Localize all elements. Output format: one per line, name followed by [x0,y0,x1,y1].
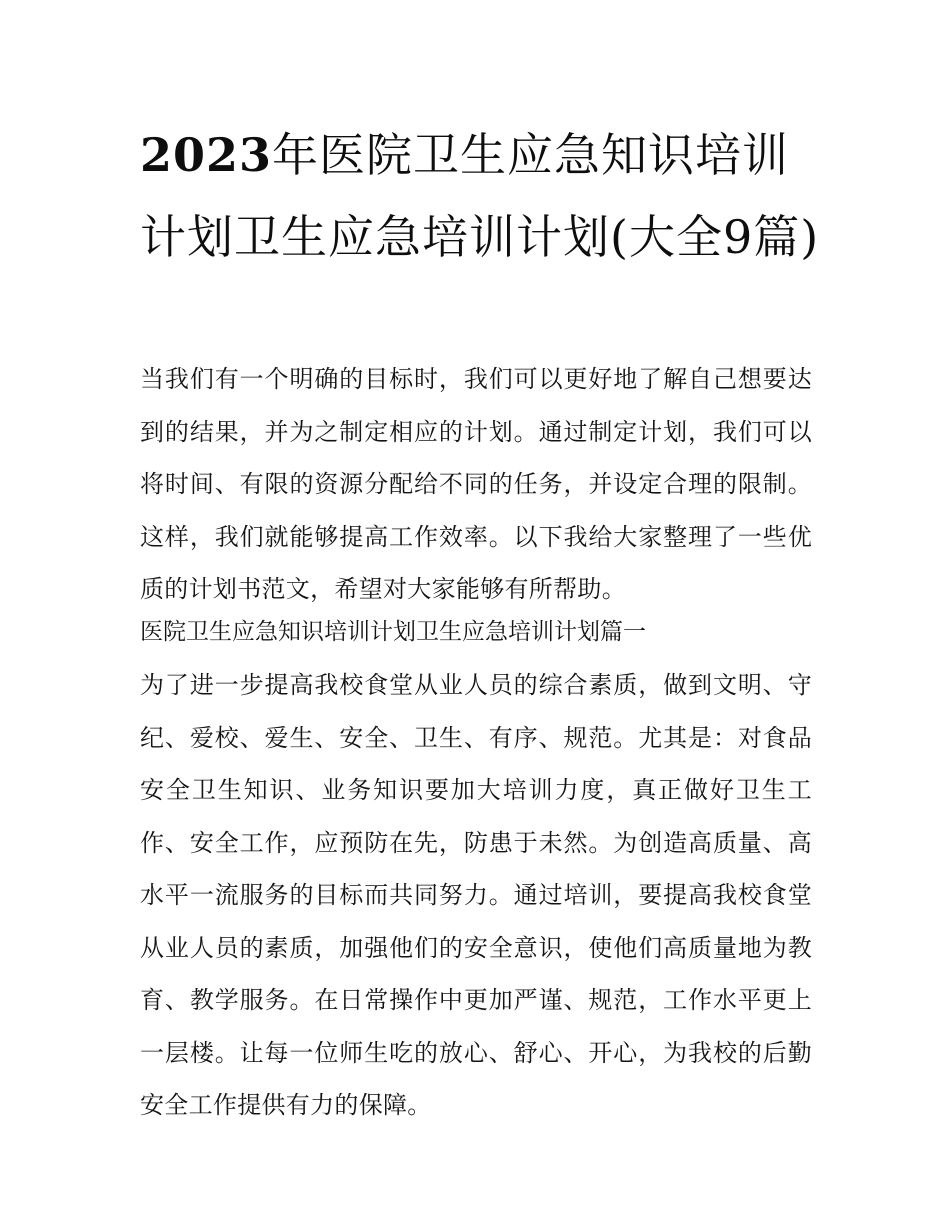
title-text: 年医院卫生应急知识培训计划卫生应急培训计划(大全9篇) [140,128,820,264]
section-paragraph: 为了进一步提高我校食堂从业人员的综合素质，做到文明、守纪、爱校、爱生、安全、卫生、有序、规范。尤其是：对食品安全卫生知识、业务知识要加大培训力度，真正做好卫生工作、安全工作，应预防在先，防患于未然。为创造高质量、高水平一流服务的目标而共同努力。通过培训，要提高我校食堂从业人员的素质，加强他们的安全意识，使他们高质量地为教育、教学服务。在日常操作中更加严谨、规范，工作水平更上一层楼。让每一位师生吃的放心、舒心、开心，为我校的后勤安全工作提供有力的保障。 [140,671,812,1119]
section-heading: 医院卫生应急知识培训计划卫生应急培训计划篇一 [140,619,646,645]
document-title [140,114,820,278]
intro-paragraph: 当我们有一个明确的目标时，我们可以更好地了解自己想要达到的结果，并为之制定相应的计划。通过制定计划，我们可以将时间、有限的资源分配给不同的任务，并设定合理的限制。这样，我们就能够提高工作效率。以下我给大家整理了一些优质的计划书范文，希望对大家能够有所帮助。 [140,365,812,603]
title-year: 2023 [140,128,273,182]
